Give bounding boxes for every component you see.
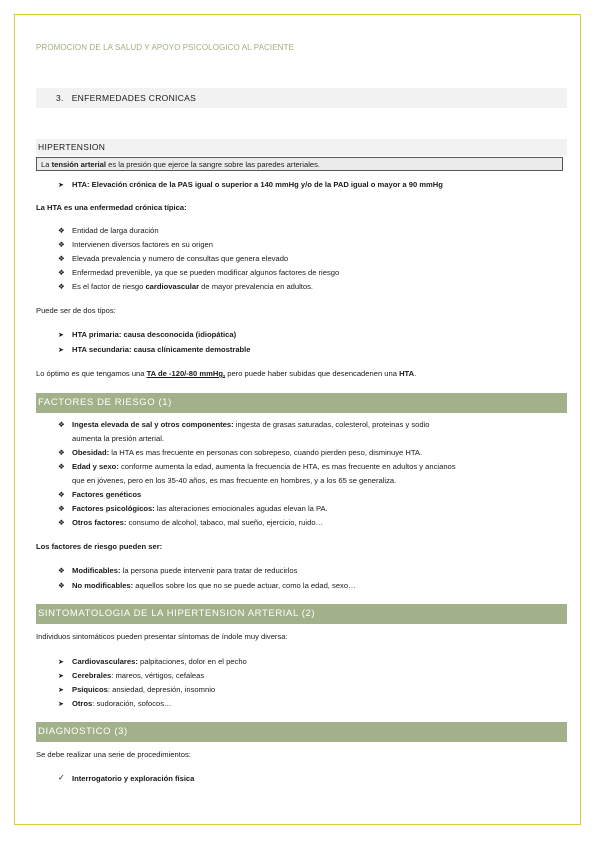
symptom-text: palpitaciones, dolor en el pecho	[137, 657, 247, 666]
chronic-title: La HTA es una enfermedad crónica típica:	[36, 203, 187, 212]
factors-title: Los factores de riesgo pueden ser:	[36, 542, 163, 551]
arrow-bullet-icon: ➤	[58, 182, 64, 189]
chronic-last-pre: Es el factor de riesgo	[72, 282, 146, 291]
factor-bold: Modificables:	[72, 566, 121, 575]
hta-definition: HTA: Elevación crónica de la PAS igual o superior a 140 mmHg y/o de la PAD igual o mayor a 90 mmHg	[72, 180, 443, 189]
heading-diagnostico: DIAGNOSTICO (3)	[36, 722, 567, 742]
list-item: HTA primaria: causa desconocida (idiopática)	[72, 330, 237, 339]
list-item: Entidad de larga duración	[72, 226, 159, 235]
list-item	[72, 699, 172, 709]
risk-text: las alteraciones emocionales agudas elevan la PA.	[154, 504, 328, 513]
risk-text: ingesta de grasas saturadas, colesterol, proteinas y sodio	[233, 420, 430, 429]
list-item	[72, 420, 430, 430]
risk-bold: Otros factores:	[72, 518, 127, 527]
arrow-bullet-icon: ➤	[58, 659, 64, 666]
diamond-bullet-icon: ❖	[58, 518, 65, 527]
risk-bold: Ingesta elevada de sal y otros componentes:	[72, 420, 234, 429]
list-item	[72, 504, 328, 514]
list-item: Enfermedad prevenible, ya que se pueden modificar algunos factores de riesgo	[72, 268, 340, 277]
diamond-bullet-icon: ❖	[58, 504, 65, 513]
def-post: es la presión que ejerce la sangre sobre las paredes arteriales.	[106, 160, 321, 169]
symptoms-intro: Individuos sintomáticos pueden presentar síntomas de índole muy diversa:	[36, 632, 288, 641]
list-item	[72, 685, 215, 695]
list-item	[72, 581, 356, 591]
heading-sintomatologia: SINTOMATOLOGIA DE LA HIPERTENSION ARTERIAL (2)	[36, 604, 567, 624]
section-title: ENFERMEDADES CRONICAS	[71, 93, 197, 103]
optimal-pre: Lo óptimo es que tengamos una	[36, 369, 147, 378]
chronic-last-post: de mayor prevalencia en adultos.	[199, 282, 314, 291]
list-item: Factores genéticos	[72, 490, 142, 499]
arrow-bullet-icon: ➤	[58, 332, 64, 339]
optimal-underline: TA de -120/-80 mmHg,	[146, 369, 226, 378]
list-item	[72, 566, 297, 576]
list-item: Elevada prevalencia y numero de consultas que genera elevado	[72, 254, 289, 263]
optimal-post: .	[414, 369, 417, 378]
optimal-bold: HTA	[399, 369, 415, 378]
list-item	[72, 282, 313, 292]
list-item: Intervienen diversos factores en su origen	[72, 240, 213, 249]
list-item	[72, 448, 422, 458]
symptom-text: : mareos, vértigos, cefaleas	[111, 671, 205, 680]
symptom-bold: Otros	[72, 699, 93, 708]
arrow-bullet-icon: ➤	[58, 687, 64, 694]
diamond-bullet-icon: ❖	[58, 581, 65, 590]
risk-text: conforme aumenta la edad, aumenta la frecuencia de HTA, es mas frecuente en adultos y ancianos	[118, 462, 456, 471]
diamond-bullet-icon: ❖	[58, 226, 65, 235]
symptom-bold: Psíquicos	[72, 685, 108, 694]
diamond-bullet-icon: ❖	[58, 282, 65, 291]
factor-text: la persona puede intervenir para tratar de reducirlos	[120, 566, 298, 575]
risk-text: consumo de alcohol, tabaco, mal sueño, ejercicio, ruido…	[126, 518, 324, 527]
factor-text: aquellos sobre los que no se puede actuar, como la edad, sexo…	[133, 581, 356, 590]
section-number: 3.	[56, 93, 64, 103]
symptom-bold: Cardiovasculares:	[72, 657, 138, 666]
heading-factores-riesgo: FACTORES DE RIESGO (1)	[36, 393, 567, 413]
diamond-bullet-icon: ❖	[58, 420, 65, 429]
list-item	[72, 462, 456, 472]
heading-hipertension: HIPERTENSION	[36, 139, 567, 156]
list-item: HTA secundaria: causa clínicamente demostrable	[72, 345, 251, 354]
arrow-bullet-icon: ➤	[58, 701, 64, 708]
risk-text: la HTA es mas frecuente en personas con sobrepeso, cuando pierden peso, disminuye HTA.	[109, 448, 423, 457]
diamond-bullet-icon: ❖	[58, 490, 65, 499]
optimal-line	[36, 369, 416, 379]
risk-bold: Factores psicológicos:	[72, 504, 155, 513]
list-item	[72, 518, 323, 528]
definition-box	[36, 157, 563, 171]
chronic-last-bold: cardiovascular	[145, 282, 200, 291]
check-icon: ✓	[58, 773, 65, 782]
list-item	[72, 657, 247, 667]
factor-bold: No modificables:	[72, 581, 134, 590]
diamond-bullet-icon: ❖	[58, 566, 65, 575]
list-item-continuation: aumenta la presión arterial.	[72, 434, 165, 443]
diamond-bullet-icon: ❖	[58, 448, 65, 457]
list-item	[72, 671, 204, 681]
list-item: Interrogatorio y exploración física	[72, 774, 195, 783]
diamond-bullet-icon: ❖	[58, 240, 65, 249]
risk-bold: Obesidad:	[72, 448, 110, 457]
optimal-mid: pero puede haber subidas que desencadenen una	[225, 369, 400, 378]
symptom-text: : sudoración, sofocos…	[92, 699, 172, 708]
symptom-bold: Cerebrales	[72, 671, 112, 680]
diamond-bullet-icon: ❖	[58, 462, 65, 471]
page-header: PROMOCION DE LA SALUD Y APOYO PSICOLOGICO AL PACIENTE	[36, 43, 294, 52]
list-item-continuation: que en jóvenes, pero en los 35-40 años, es mas frecuente en hombres, y a los 65 se generaliza.	[72, 476, 397, 485]
diag-intro: Se debe realizar una serie de procedimientos:	[36, 750, 191, 759]
symptom-text: : ansiedad, depresión, insomnio	[107, 685, 216, 694]
def-pre: La	[41, 160, 52, 169]
risk-bold: Edad y sexo:	[72, 462, 119, 471]
diamond-bullet-icon: ❖	[58, 254, 65, 263]
def-bold: tensión arterial	[51, 160, 107, 169]
arrow-bullet-icon: ➤	[58, 673, 64, 680]
arrow-bullet-icon: ➤	[58, 347, 64, 354]
section-heading-enfermedades	[36, 88, 567, 108]
types-intro: Puede ser de dos tipos:	[36, 306, 116, 315]
diamond-bullet-icon: ❖	[58, 268, 65, 277]
